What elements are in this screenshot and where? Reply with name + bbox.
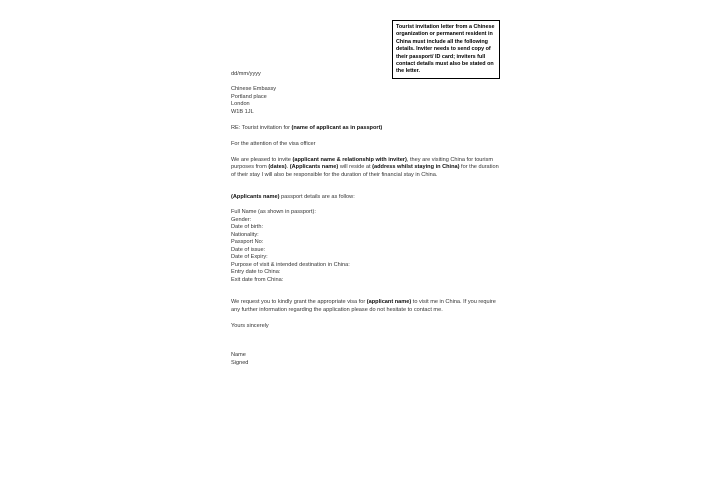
embassy-address [231, 86, 501, 116]
request-paragraph [231, 299, 501, 314]
subject-line [231, 125, 501, 133]
address-in-china-placeholder: (address whilst staying in China) [372, 164, 460, 170]
body-text: . [286, 164, 290, 170]
passport-field: Entry date to China: [231, 269, 281, 275]
signature-block [231, 352, 501, 367]
passport-field: Exit date from China: [231, 276, 284, 283]
body-text: will reside at [338, 164, 373, 170]
passport-field: Purpose of visit & intended destination in China: [231, 261, 350, 268]
address-line: London [231, 101, 250, 107]
address-line: Portland place [231, 93, 267, 100]
passport-field: Date of issue: [231, 246, 266, 253]
letter-date: dd/mm/yyyy [231, 71, 261, 77]
name-label: Name [231, 352, 246, 358]
passport-field: Passport No: [231, 239, 264, 245]
signed-label: Signed [231, 359, 249, 366]
passport-field: Date of Expiry: [231, 254, 268, 260]
passport-field: Date of birth: [231, 224, 264, 230]
invitation-paragraph [231, 157, 501, 180]
applicant-relationship-placeholder: (applicant name & relationship with inviter) [292, 156, 407, 163]
passport-intro-text: passport details are as follow: [279, 194, 355, 200]
subject-applicant-placeholder: (name of applicant as in passport) [291, 124, 383, 131]
request-text: to visit me in China. If you require any further information regarding the application please do not hesitate to contact me. [231, 299, 496, 313]
passport-field: Gender: [231, 216, 252, 223]
invitation-letter [231, 71, 501, 367]
applicant-name-placeholder: (Applicants name) [231, 194, 280, 200]
attention-line: For the attention of the visa officer [231, 140, 316, 147]
body-text: , they are visiting China for tourism purposes from [231, 156, 493, 170]
passport-intro [231, 194, 501, 202]
passport-fields [231, 209, 501, 284]
instruction-callout-text: Tourist invitation letter from a Chinese organization or permanent resident in China must include all the following details. Inviter needs to send copy of their passport/ ID card; inviters full contact details must also be stated on the letter. [396, 24, 495, 75]
address-line: W1B 1JL [231, 108, 254, 115]
address-line: Chinese Embassy [231, 86, 277, 92]
passport-field: Full Name (as shown in passport): [231, 209, 316, 215]
dates-placeholder: (dates) [268, 164, 287, 170]
applicant-name-placeholder: (Applicants name) [289, 164, 339, 170]
closing-line: Yours sincerely [231, 322, 269, 329]
request-text: We request you to kindly grant the appropriate visa for [231, 299, 367, 305]
passport-field: Nationality: [231, 231, 259, 238]
body-text: for the duration of their stay I will also be responsible for the duration of their financial stay in China. [231, 164, 499, 178]
body-text: We are pleased to invite [231, 156, 293, 163]
applicant-name-placeholder: (applicant name) [366, 299, 412, 305]
subject-prefix: RE: Tourist invitation for [231, 124, 292, 131]
